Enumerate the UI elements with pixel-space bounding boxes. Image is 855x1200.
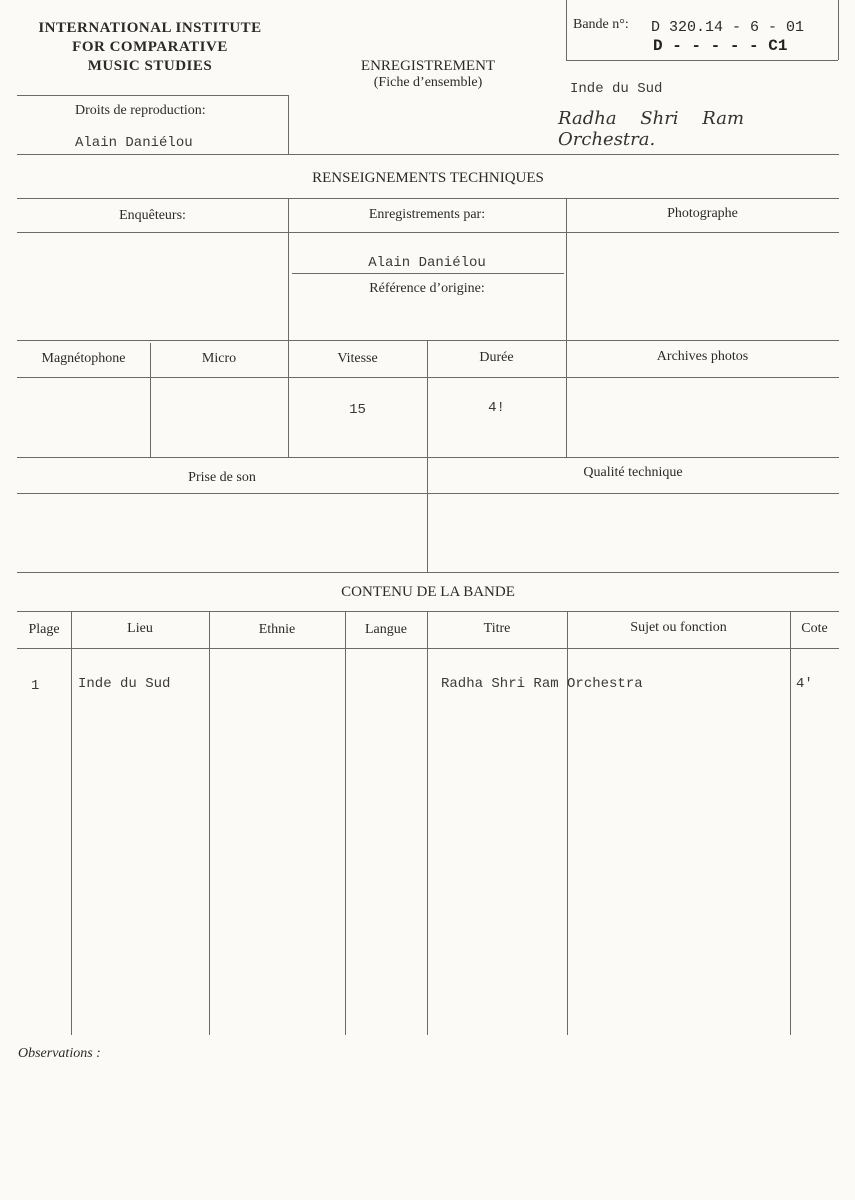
region: Inde du Sud [570,81,663,97]
bande-number: D 320.14 - 6 - 01 [651,19,805,36]
form-title-main: ENREGISTREMENT [360,58,496,74]
institute-line-3: MUSIC STUDIES [87,58,213,74]
form-title-sub: (Fiche d’ensemble) [373,75,483,90]
col-plage: Plage [28,622,60,637]
col-duree: Durée [479,350,514,365]
col-vitesse: Vitesse [337,351,378,366]
row-cote: 4' [796,676,813,692]
rights-value: Alain Daniélou [75,135,193,151]
bande-handwritten: D - - - - - C1 [653,37,788,55]
col-archives-photos: Archives photos [656,349,749,364]
col-cote: Cote [801,621,828,636]
col-sujet: Sujet ou fonction [630,620,727,635]
row-titre: Radha Shri Ram Orchestra [441,676,643,692]
recorder-name: Alain Daniélou [368,255,486,271]
duree-value: 4! [488,400,505,416]
content-heading: CONTENU DE LA BANDE [341,584,515,600]
observations-label: Observations : [18,1046,101,1061]
col-prise-de-son: Prise de son [188,470,256,485]
col-lieu: Lieu [127,621,153,636]
bande-label: Bande n°: [573,17,629,32]
institute-line-1: INTERNATIONAL INSTITUTE [38,20,262,36]
col-enqueteurs: Enquêteurs: [119,208,186,223]
col-ethnie: Ethnie [258,622,296,637]
vitesse-value: 15 [349,402,366,418]
reference-origine: Référence d’origine: [369,281,485,296]
col-enregistrements-par: Enregistrements par: [368,207,486,222]
col-qualite-technique: Qualité technique [583,465,683,480]
row-plage: 1 [31,678,40,694]
institute-name [10,19,290,76]
col-magnetophone: Magnétophone [41,351,126,366]
col-photographe: Photographe [667,206,738,221]
form-title [328,58,528,91]
col-langue: Langue [365,622,407,637]
row-lieu: Inde du Sud [78,676,171,692]
col-micro: Micro [201,351,237,366]
col-titre: Titre [483,621,511,636]
tech-heading: RENSEIGNEMENTS TECHNIQUES [312,170,544,186]
institute-line-2: FOR COMPARATIVE [72,39,228,55]
handwritten-title: Radha Shri Ram Orchestra. [558,108,745,150]
rights-label: Droits de reproduction: [75,103,206,118]
